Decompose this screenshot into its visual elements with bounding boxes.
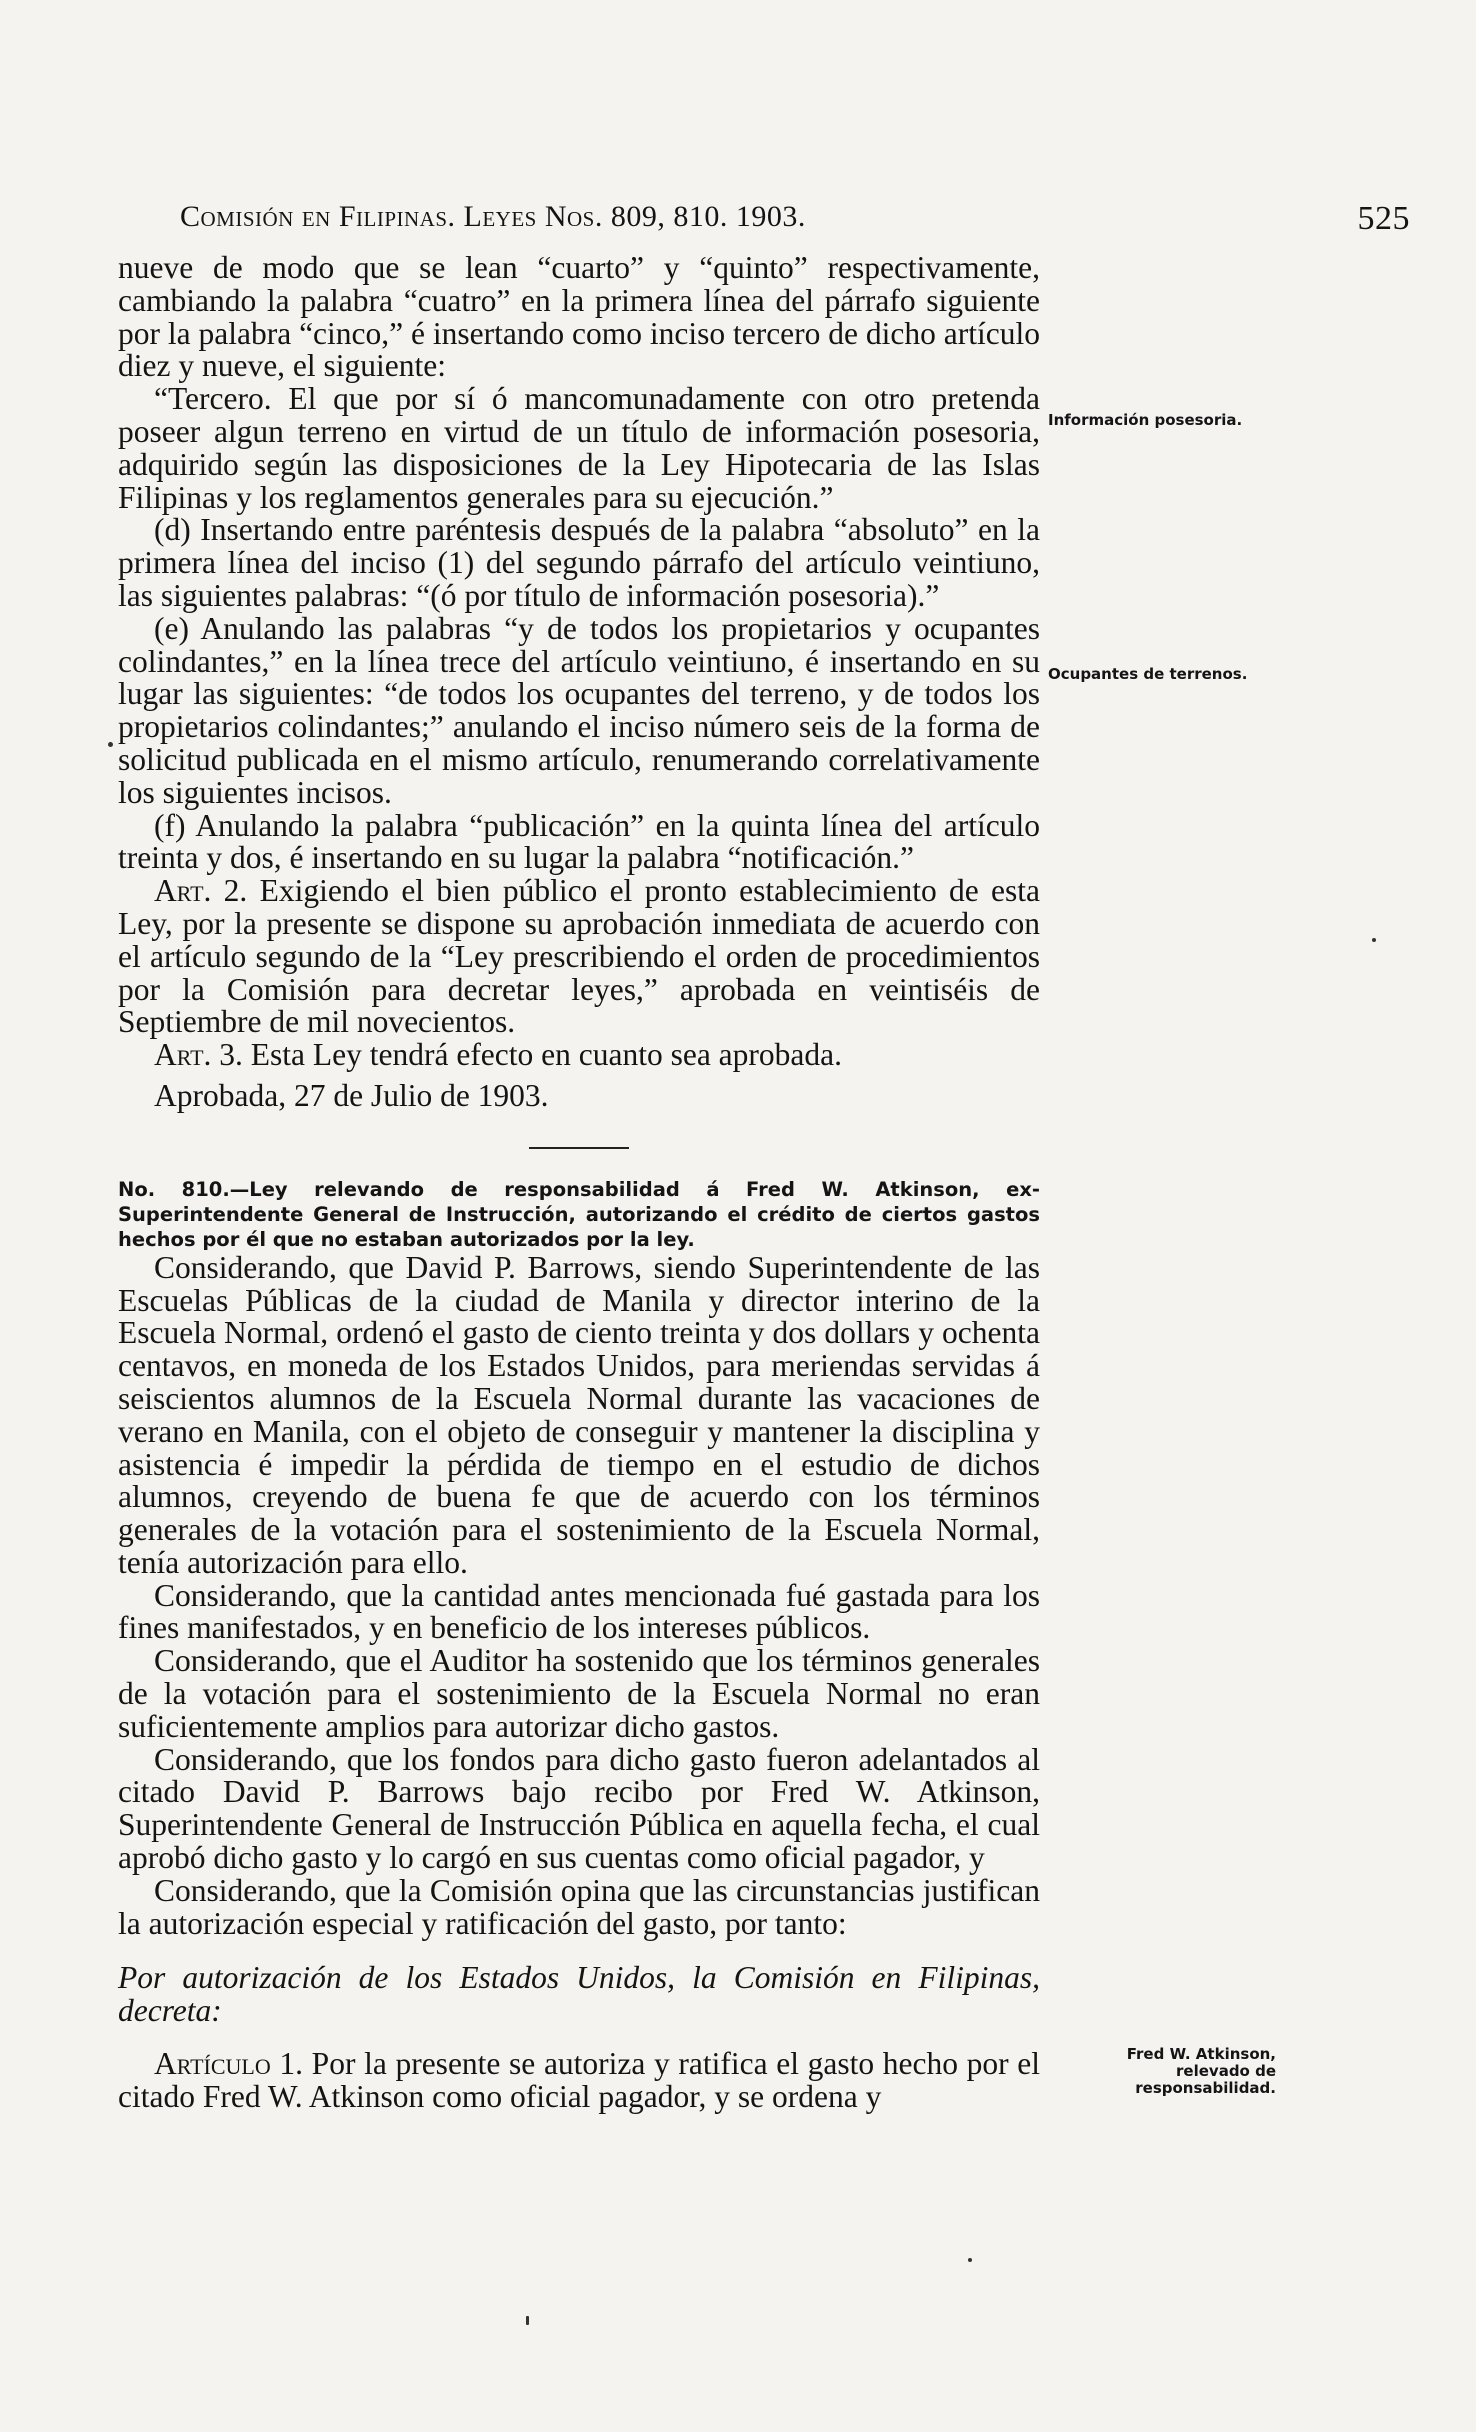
enacting-clause: Por autorización de los Estados Unidos, la Comisión en Filipinas, decreta: (118, 1960, 1040, 2029)
print-speck (108, 742, 113, 747)
article-label: Art. 2. (154, 873, 248, 909)
print-speck (968, 2258, 972, 2262)
article-1 (118, 2048, 1040, 2114)
print-speck (526, 2316, 529, 2325)
paragraph: nueve de modo que se lean “cuarto” y “quinto” respectivamente, cambiando la palabra “cuatro” en la primera línea del párrafo siguiente por la palabra “cinco,” é insertando como inciso tercero de dicho artículo diez y nueve, el siguiente: (118, 250, 1040, 384)
main-text-column (118, 252, 1040, 2114)
considerando: Considerando, que la Comisión opina que las circunstancias justifican la autorización especial y ratificación del gasto, por tanto: (118, 1872, 1040, 1941)
article-label: Art. 3. (154, 1037, 243, 1073)
article-text: Esta Ley tendrá efecto en cuanto sea aprobada. (242, 1037, 842, 1073)
paragraph: (d) Insertando entre paréntesis después de la palabra “absoluto” en la primera línea del inciso (1) del segundo párrafo del artículo veintiuno, las siguientes palabras: “(ó por título de información posesoria).” (118, 512, 1040, 613)
paragraph: (e) Anulando las palabras “y de todos los propietarios y ocupantes colindantes,” en la línea trece del artículo veintiuno, é insertando en su lugar las siguientes: “de todos los ocupantes del terreno, y de todos los propietarios colindantes;” anulando el inciso número seis de la forma de solicitud publicada en el mismo artículo, renumerando correlativamente los siguientes incisos. (118, 610, 1040, 810)
article-text: Por la presente se autoriza y ratifica el gasto hecho por el citado Fred W. Atkinson como oficial pagador, y se ordena y (118, 2046, 1040, 2114)
margin-note-atkinson: Fred W. Atkinson, relevado de responsabilidad. (1126, 2045, 1276, 2097)
paragraph: “Tercero. El que por sí ó mancomunadamente con otro pretenda poseer algun terreno en virtud de un título de información posesoria, adquirido según las disposiciones de la Ley Hipotecaria de las Islas Filipinas y los reglamentos generales para su ejecución.” (118, 381, 1040, 515)
considerando: Considerando, que los fondos para dicho gasto fueron adelantados al citado David P. Barrows bajo recibo por Fred W. Atkinson, Superintendente General de Instrucción Pública en aquella fecha, el cual aprobó dicho gasto y lo cargó en sus cuentas como oficial pagador, y (118, 1741, 1040, 1876)
article-3 (118, 1039, 1040, 1072)
page-number: 525 (1357, 200, 1410, 237)
considerando: Considerando, que David P. Barrows, siendo Superintendente de las Escuelas Públicas de la ciudad de Manila y director interino de la Escuela Normal, ordenó el gasto de ciento treinta y dos dollars y ochenta centavos, en moneda de los Estados Unidos, para meriendas servidas á seiscientos alumnos de la Escuela Normal durante las vacaciones de verano en Manila, con el objeto de conseguir y mantener la disciplina y asistencia é impedir la pérdida de tiempo en el estudio de dichos alumnos, creyendo de buena fe que de acuerdo con los términos generales de la votación para el sostenimiento de la Escuela Normal, tenía autorización para ello. (118, 1249, 1040, 1580)
article-label: Artículo 1. (154, 2046, 304, 2082)
section-divider (529, 1147, 629, 1149)
approval-date: Aprobada, 27 de Julio de 1903. (154, 1077, 549, 1113)
print-speck (1372, 938, 1376, 942)
margin-note-ocupantes: Ocupantes de terrenos. (1048, 665, 1248, 683)
margin-note-informacion-posesoria: Información posesoria. (1048, 411, 1243, 429)
considerando: Considerando, que el Auditor ha sostenido que los términos generales de la votación para el sostenimiento de la Escuela Normal no eran suficientemente amplios para autorizar dicho gastos. (118, 1643, 1040, 1744)
page-header (180, 200, 1410, 240)
considerando: Considerando, que la cantidad antes mencionada fué gastada para los fines manifestados, y en beneficio de los intereses públicos. (118, 1577, 1040, 1646)
law-810-title: No. 810.—Ley relevando de responsabilidad á Fred W. Atkinson, ex-Superintendente General de Instrucción, autorizando el crédito de ciertos gastos hechos por él que no estaban autorizados por la ley. (118, 1177, 1040, 1251)
paragraph: (f) Anulando la palabra “publicación” en la quinta línea del artículo treinta y dos, é insertando en su lugar la palabra “notificación.” (118, 807, 1040, 876)
article-2 (118, 875, 1040, 1039)
running-head: Comisión en Filipinas. Leyes Nos. 809, 810. 1903. (180, 200, 806, 233)
article-text: Exigiendo el bien público el pronto establecimiento de esta Ley, por la presente se dispone su aprobación inmediata de acuerdo con el artículo segundo de la “Ley prescribiendo el orden de procedimientos por la Comisión para decretar leyes,” aprobada en veintiséis de Septiembre de mil novecientos. (118, 873, 1040, 1040)
